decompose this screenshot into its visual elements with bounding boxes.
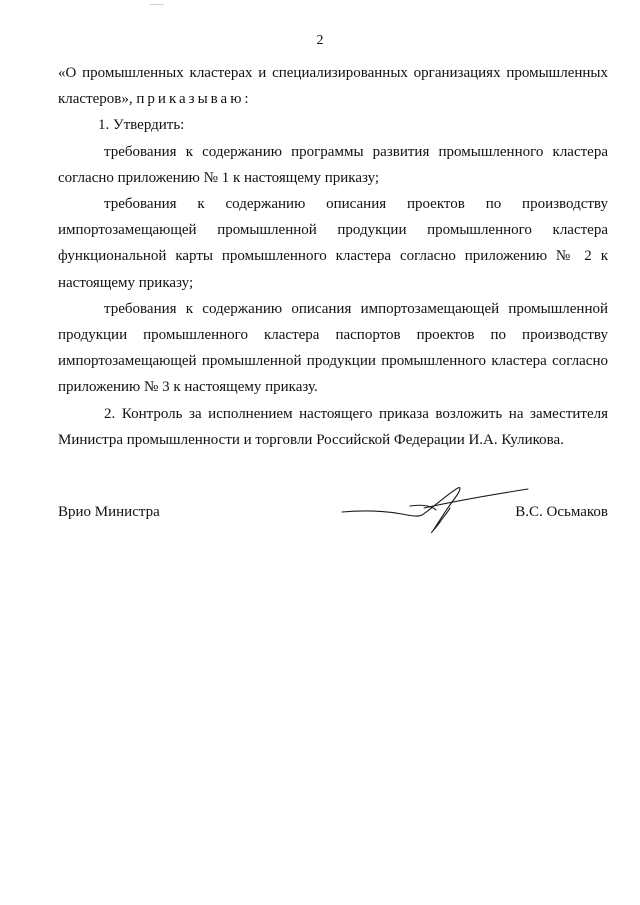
paragraph-requirements-program: требования к содержанию программы развития промышленного кластера согласно приложению № 1 к настоящему приказу; bbox=[58, 143, 608, 186]
handwritten-signature bbox=[340, 486, 530, 536]
paragraph-item-1: 1. Утвердить: bbox=[98, 117, 185, 134]
document-body bbox=[58, 60, 608, 453]
scan-artifact bbox=[150, 4, 164, 5]
order-word: приказываю: bbox=[136, 91, 252, 108]
signatory-position: Врио Министра bbox=[58, 504, 160, 520]
law-reference-text: «О промышленных кластерах и специализированных организациях промышленных кластеров», bbox=[58, 65, 608, 108]
paragraph-requirements-projects: требования к содержанию описания проектов по производству импортозамещающей промышленной продукции промышленного кластера функциональной карты промышленного кластера согласно приложению № 2 к настоящему приказу; bbox=[58, 196, 608, 291]
page-number: 2 bbox=[316, 33, 324, 48]
paragraph-requirements-products: требования к содержанию описания импортозамещающей промышленной продукции промышленного кластера паспортов проектов по производству импортозамещающей промышленной продукции промышленного кластера согласно приложению № 3 к настоящему приказу. bbox=[58, 300, 608, 396]
signatory-name: В.С. Осьмаков bbox=[515, 504, 608, 520]
paragraph-law-reference bbox=[58, 60, 608, 112]
signature-block bbox=[58, 486, 608, 546]
paragraph-item-2-control: 2. Контроль за исполнением настоящего приказа возложить на заместителя Министра промышленности и торговли Российской Федерации И.А. Куликова. bbox=[58, 405, 608, 448]
